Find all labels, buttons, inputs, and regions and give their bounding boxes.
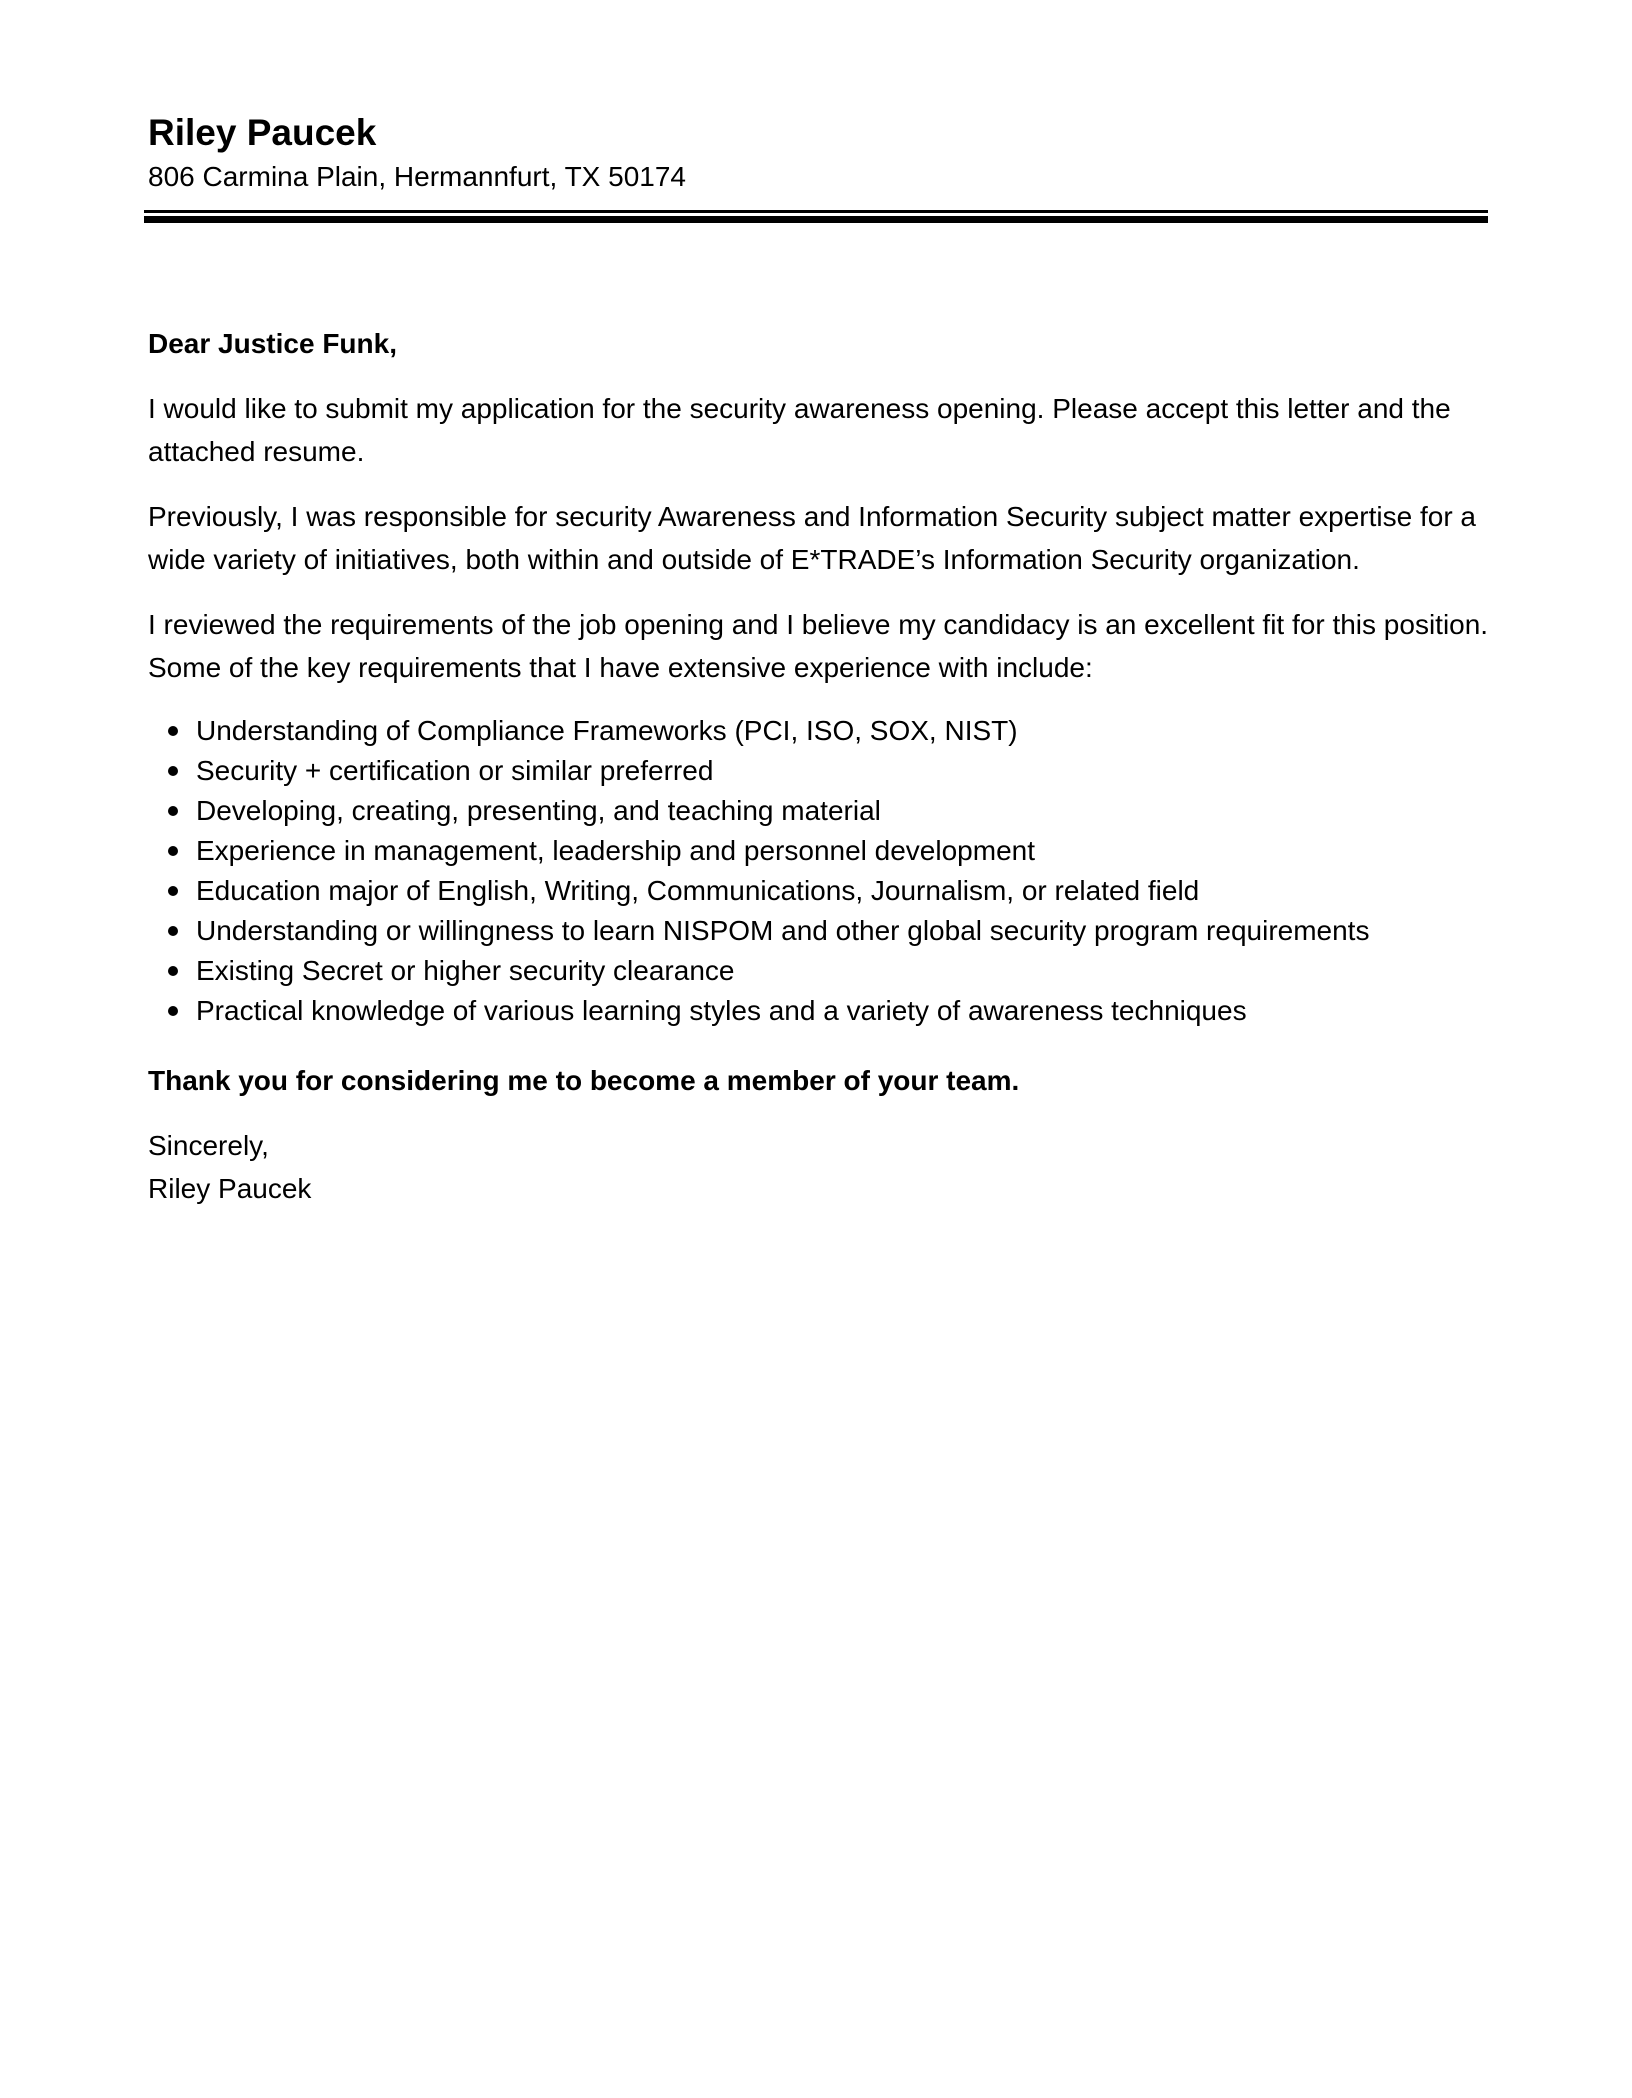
- signature-name: Riley Paucek: [148, 1173, 312, 1204]
- paragraph-intro: I would like to submit my application for the security awareness opening. Please accept this letter and the attached resume.: [148, 393, 1451, 467]
- list-item: [148, 831, 1493, 871]
- list-item-text: Experience in management, leadership and personnel development: [196, 835, 1035, 866]
- paragraph-experience: Previously, I was responsible for security Awareness and Information Security subject matter expertise for a wide variety of initiatives, both within and outside of E*TRADE’s Information Security organization.: [148, 501, 1477, 575]
- bullet-icon: [168, 806, 178, 816]
- divider-thin-line: [144, 210, 1488, 213]
- closing: Sincerely,: [148, 1130, 269, 1161]
- list-item: [148, 711, 1493, 751]
- sender-address: 806 Carmina Plain, Hermannfurt, TX 50174: [148, 161, 686, 192]
- bullet-icon: [168, 886, 178, 896]
- list-item-text: Practical knowledge of various learning styles and a variety of awareness techniques: [196, 995, 1247, 1026]
- thank-you-line: Thank you for considering me to become a member of your team.: [148, 1065, 1020, 1096]
- list-item: [148, 951, 1493, 991]
- requirements-list: [148, 711, 1493, 1031]
- salutation: Dear Justice Funk,: [148, 328, 397, 359]
- list-item-text: Understanding of Compliance Frameworks (PCI, ISO, SOX, NIST): [196, 715, 1018, 746]
- bullet-icon: [168, 1006, 178, 1016]
- list-item-text: Existing Secret or higher security clearance: [196, 955, 735, 986]
- sender-name: Riley Paucek: [148, 112, 377, 153]
- paragraph-requirements-intro: I reviewed the requirements of the job opening and I believe my candidacy is an excellent fit for this position. Some of the key requirements that I have extensive experience with include:: [148, 609, 1489, 683]
- bullet-icon: [168, 726, 178, 736]
- list-item: [148, 991, 1493, 1031]
- letter-header: [148, 108, 1488, 196]
- list-item: [148, 871, 1493, 911]
- list-item: [148, 791, 1493, 831]
- list-item: [148, 751, 1493, 791]
- list-item-text: Security + certification or similar preferred: [196, 755, 714, 786]
- bullet-icon: [168, 926, 178, 936]
- list-item-text: Understanding or willingness to learn NISPOM and other global security program requirements: [196, 915, 1370, 946]
- header-divider: [144, 210, 1488, 224]
- bullet-icon: [168, 766, 178, 776]
- letter-body: [148, 322, 1493, 1210]
- divider-thick-line: [144, 216, 1488, 223]
- bullet-icon: [168, 966, 178, 976]
- list-item-text: Education major of English, Writing, Communications, Journalism, or related field: [196, 875, 1200, 906]
- list-item: [148, 911, 1493, 951]
- bullet-icon: [168, 846, 178, 856]
- list-item-text: Developing, creating, presenting, and teaching material: [196, 795, 881, 826]
